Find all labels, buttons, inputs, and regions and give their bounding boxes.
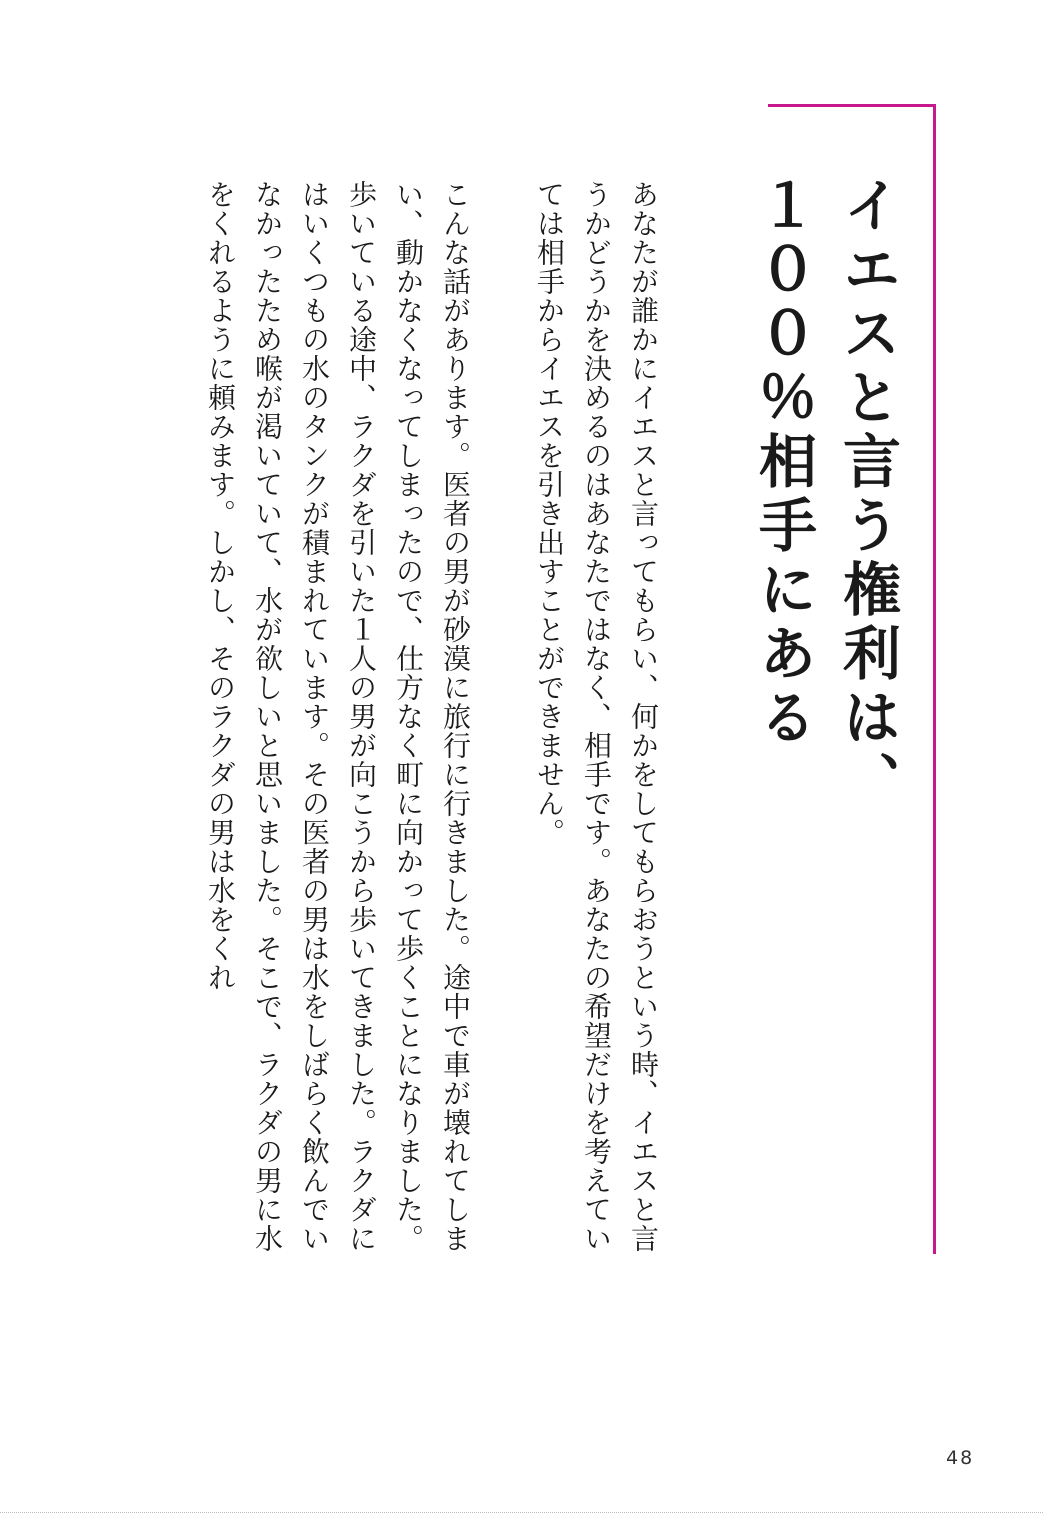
chapter-title: イエスと言う権利は、 １００％相手にある <box>749 175 901 815</box>
paragraph-2: こんな話があります。医者の男が砂漠に旅行に行きました。途中で車が壊れてしまい、動かなくなってしまったので、仕方なく町に向かって歩くことになりました。歩いている途中、ラクダを引いた１人の男が向こうから歩いてきました。ラクダにはいくつもの水のタンクが積まれています。その医者の男は水をしばらく飲んでいなかったため喉が渇いていて、水が欲しいと思いました。そこで、ラクダの男に水をくれるように頼みます。しかし、そのラクダの男は水をくれ <box>204 180 472 1253</box>
body-text <box>197 180 667 1255</box>
page-number: 48 <box>946 1447 975 1469</box>
paragraph-1: あなたが誰かにイエスと言ってもらい、何かをしてもらおうという時、イエスと言うかどうかを決めるのはあなたではなく、相手です。あなたの希望だけを考えていては相手からイエスを引き出すことができません。 <box>533 180 660 1253</box>
crop-mark-line <box>0 1512 1043 1513</box>
